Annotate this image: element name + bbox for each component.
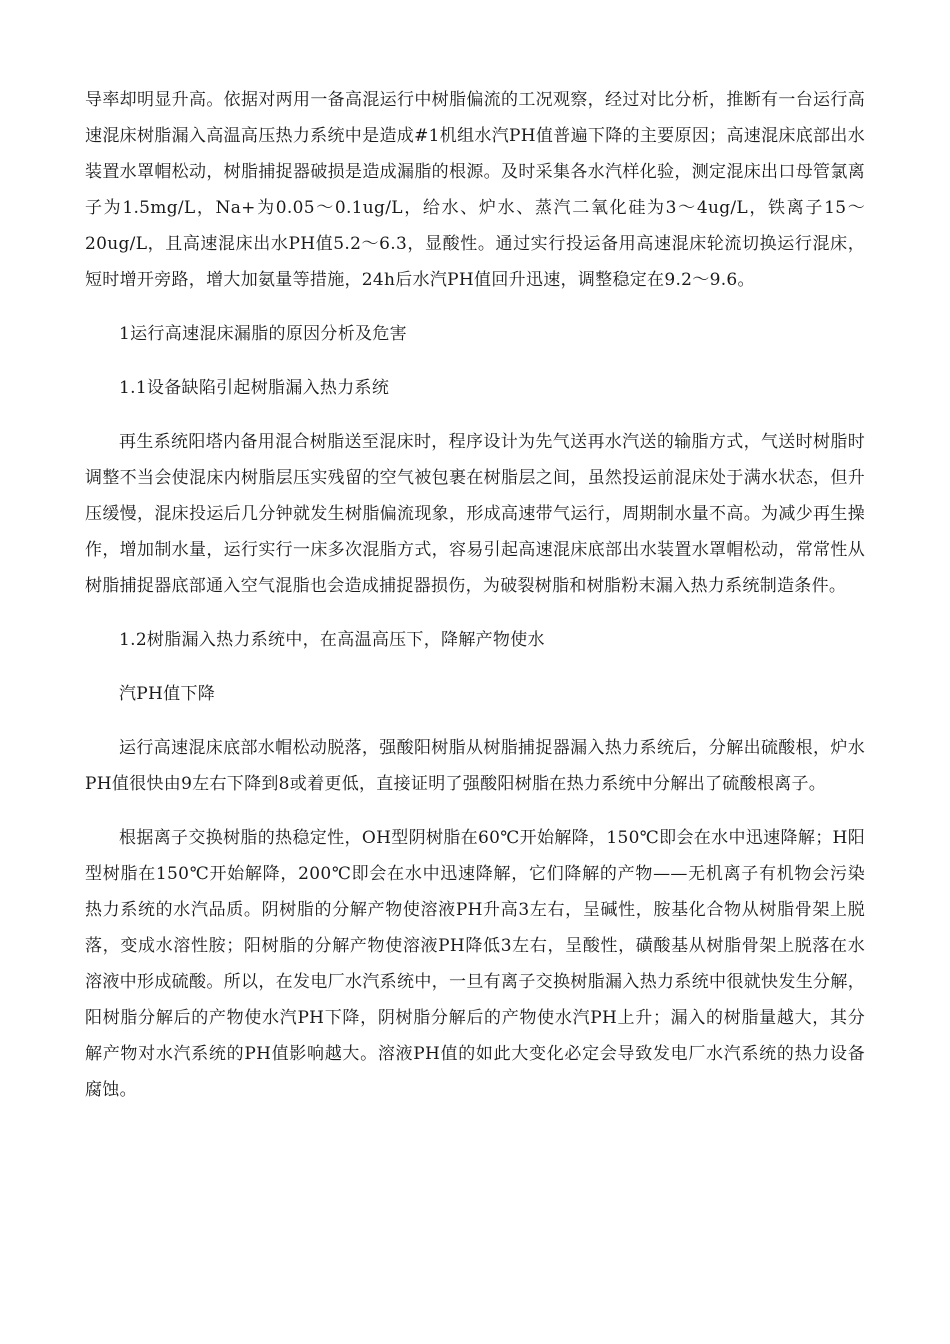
section-heading-1-2: 1.2树脂漏入热力系统中，在高温高压下，降解产物使水: [119, 630, 545, 650]
section-heading-1-2-cont: 汽PH值下降: [119, 684, 216, 704]
paragraph-equipment-defects: 再生系统阳塔内备用混合树脂送至混床时，程序设计为先气送再水汽送的输脂方式，气送时树脂时调整不当会使混床内树脂层压实残留的空气被包裹在树脂层之间，虽然投运前混床处于满水状态，但升压缓慢，混床投运后几分钟就发生树脂偏流现象，形成高速带气运行，周期制水量不高。为减少再生操作，增加制水量，运行实行一床多次混脂方式，容易引起高速混床底部出水装置水罩帽松动，常常性从树脂捕捉器底部通入空气混脂也会造成捕捉器损伤，为破裂树脂和树脂粉末漏入热力系统制造条件。: [85, 432, 865, 596]
document-body: [85, 82, 865, 1108]
paragraph-resin-leak: 运行高速混床底部水帽松动脱落，强酸阳树脂从树脂捕捉器漏入热力系统后，分解出硫酸根，炉水PH值很快由9左右下降到8或着更低，直接证明了强酸阳树脂在热力系统中分解出了硫酸根离子。: [85, 738, 865, 794]
section-heading-1: 1运行高速混床漏脂的原因分析及危害: [119, 324, 407, 344]
paragraph-continuation: 导率却明显升高。依据对两用一备高混运行中树脂偏流的工况观察，经过对比分析，推断有一台运行高速混床树脂漏入高温高压热力系统中是造成#1机组水汽PH值普遍下降的主要原因；高速混床底部出水装置水罩帽松动，树脂捕捉器破损是造成漏脂的根源。及时采集各水汽样化验，测定混床出口母管氯离子为1.5mg/L，Na+为0.05～0.1ug/L，给水、炉水、蒸汽二氧化硅为3～4ug/L，铁离子15～20ug/L，且高速混床出水PH值5.2～6.3，显酸性。通过实行投运备用高速混床轮流切换运行混床，短时增开旁路，增大加氨量等措施，24h后水汽PH值回升迅速，调整稳定在9.2～9.6。: [85, 90, 865, 290]
paragraph-thermal-stability: 根据离子交换树脂的热稳定性，OH型阴树脂在60℃开始解降，150℃即会在水中迅速降解；H阳型树脂在150℃开始解降，200℃即会在水中迅速降解，它们降解的产物——无机离子有机物会污染热力系统的水汽品质。阴树脂的分解产物使溶液PH升高3左右，呈碱性，胺基化合物从树脂骨架上脱落，变成水溶性胺；阳树脂的分解产物使溶液PH降低3左右，呈酸性，磺酸基从树脂骨架上脱落在水溶液中形成硫酸。所以，在发电厂水汽系统中，一旦有离子交换树脂漏入热力系统中很就快发生分解，阳树脂分解后的产物使水汽PH下降，阴树脂分解后的产物使水汽PH上升；漏入的树脂量越大，其分解产物对水汽系统的PH值影响越大。溶液PH值的如此大变化必定会导致发电厂水汽系统的热力设备腐蚀。: [85, 828, 865, 1100]
section-heading-1-1: 1.1设备缺陷引起树脂漏入热力系统: [119, 378, 390, 398]
